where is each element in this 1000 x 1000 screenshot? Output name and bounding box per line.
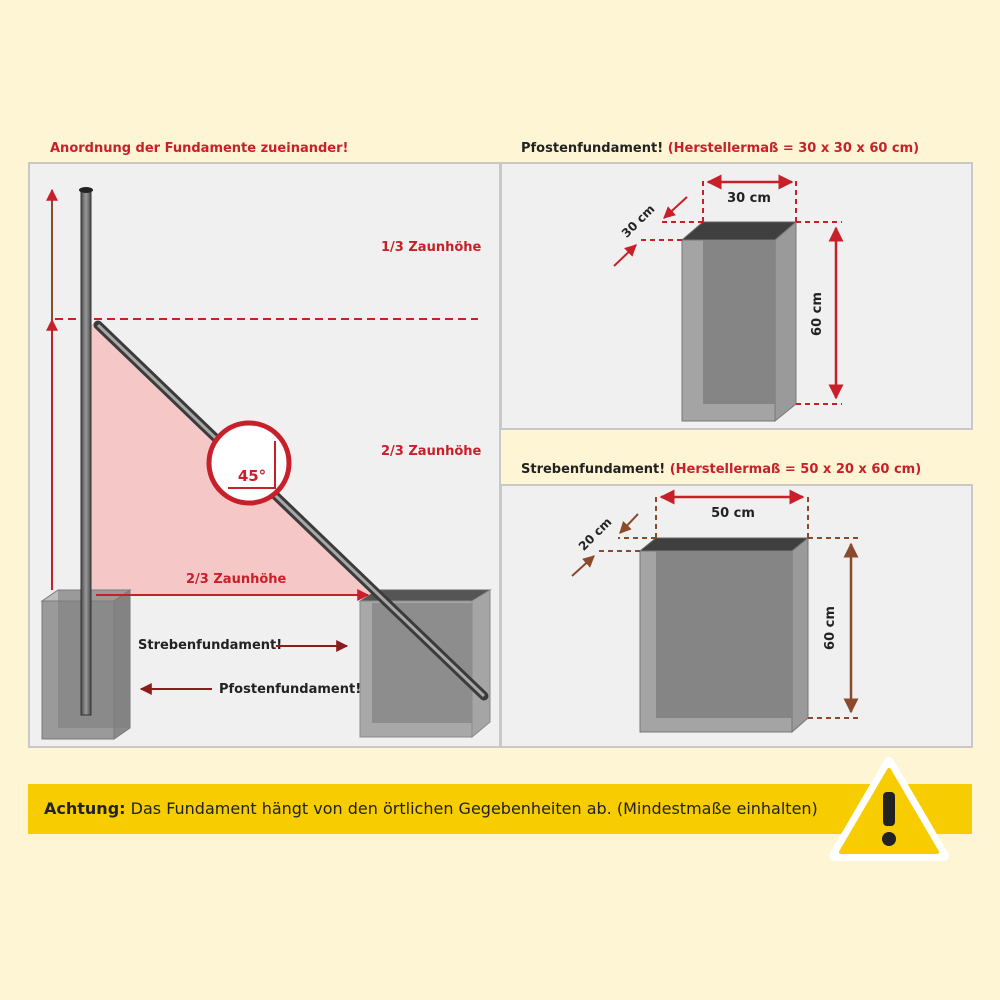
- strut-depth-arrow-bottom: [572, 556, 594, 576]
- post-panel-heading-note: (Herstellermaß = 30 x 30 x 60 cm): [667, 141, 920, 156]
- post-depth-arrow-bottom: [614, 245, 636, 266]
- angle-45-badge: [209, 423, 289, 503]
- strut-width-label: 50 cm: [711, 506, 755, 521]
- base-length-label: 2/3 Zaunhöhe: [186, 572, 287, 587]
- strut-panel-heading-title: Strebenfundament!: [521, 462, 666, 477]
- post-cap: [79, 187, 93, 193]
- post-depth-arrow-top: [664, 197, 687, 218]
- post-depth-label: 30 cm: [618, 201, 658, 241]
- two-thirds-height-label: 2/3 Zaunhöhe: [381, 444, 482, 459]
- fence-post: [81, 190, 91, 715]
- strut-depth-arrow-top: [620, 514, 638, 533]
- warning-prefix: Achtung:: [44, 799, 126, 818]
- post-foundation-label: Pfostenfundament!: [219, 682, 362, 697]
- one-third-height-label: 1/3 Zaunhöhe: [381, 240, 482, 255]
- strut-depth-label: 20 cm: [575, 514, 615, 554]
- post-width-label: 30 cm: [727, 191, 771, 206]
- warning-text: [44, 799, 818, 818]
- warning-message: Das Fundament hängt von den örtlichen Gegebenheiten ab. (Mindestmaße einhalten): [130, 799, 818, 818]
- warning-banner: [28, 784, 972, 834]
- angle-label: 45°: [237, 467, 267, 485]
- strut-height-label: 60 cm: [823, 606, 838, 650]
- post-foundation-3d: [682, 222, 796, 421]
- strut-panel-heading-note: (Herstellermaß = 50 x 20 x 60 cm): [669, 462, 922, 477]
- left-panel-heading: Anordnung der Fundamente zueinander!: [50, 141, 349, 156]
- post-height-label: 60 cm: [810, 292, 825, 336]
- strut-foundation-block: [360, 590, 490, 737]
- post-panel-heading-title: Pfostenfundament!: [521, 141, 664, 156]
- strut-foundation-label: Strebenfundament!: [138, 638, 283, 653]
- strut-foundation-3d: [640, 538, 808, 732]
